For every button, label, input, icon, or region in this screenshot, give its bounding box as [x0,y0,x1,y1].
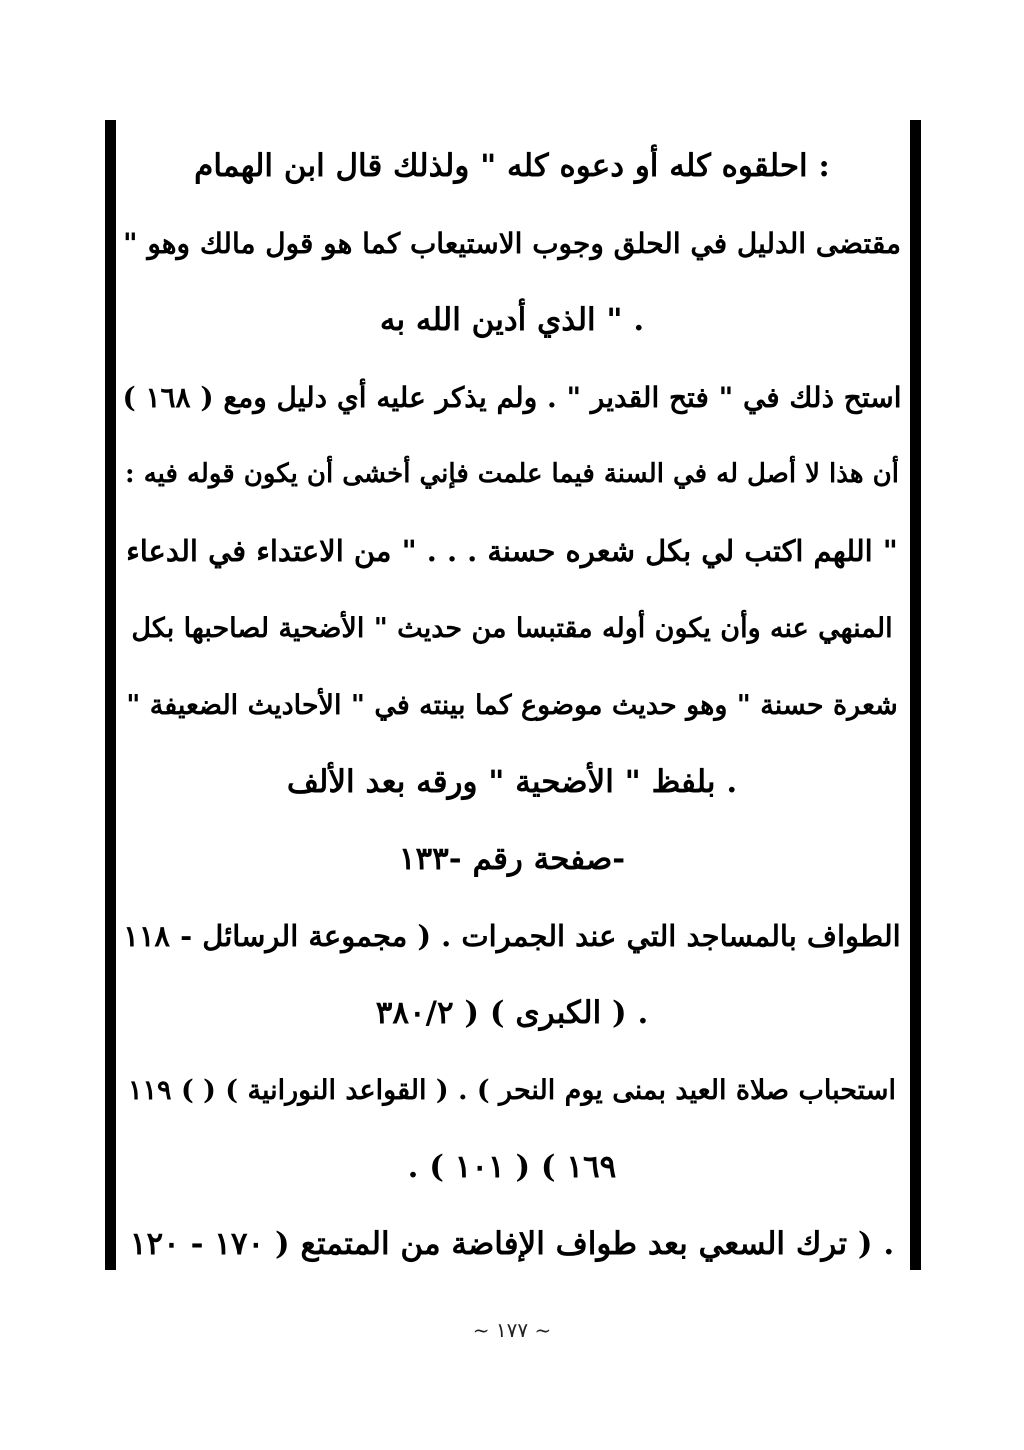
page-number-marker: -صفحة رقم -١٣٣ [398,841,626,877]
page-footer-number: ~ ١٧٧ ~ [472,1318,552,1342]
text-line-14: . ( ١٠١ ) ( ١٦٩ [407,1149,617,1185]
text-line-2: مقتضى الدليل في الحلق وجوب الاستيعاب كما هو قول مالك وهو " [122,227,901,260]
text-line-3: . " الذي أدين الله به [379,302,645,338]
page-body [122,128,902,1283]
text-line-13: استحباب صلاة العيد بمنى يوم النحر ) . ( القواعد النورانية ) ( ) ١١٩ [128,1075,896,1106]
page-frame-right-border [910,120,921,1270]
text-line-9: . بلفظ " الأضحية " ورقه بعد الألف [286,764,738,800]
text-line-6: " اللهم اكتب لي بكل شعره حسنة . . . " من الاعتداء في الدعاء [126,534,898,568]
text-line-15: . ( ترك السعي بعد طواف الإفاضة من المتمتع ( ١٧٠ - ١٢٠ [129,1226,895,1262]
text-line-12: . ( الكبرى ) ( ٣٨٠/٢ [375,995,649,1031]
page-frame-left-border [105,120,116,1270]
text-line-1: : احلقوه كله أو دعوه كله " ولذلك قال ابن الهمام [194,148,830,184]
text-line-7: المنهي عنه وأن يكون أوله مقتبسا من حديث " الأضحية لصاحبها بكل [131,613,893,644]
text-line-8: شعرة حسنة " وهو حديث موضوع كما بينته في " الأحاديث الضعيفة " [126,690,898,721]
text-line-11: الطواف بالمساجد التي عند الجمرات . ( مجموعة الرسائل - ١١٨ [123,919,901,953]
text-line-4: استح ذلك في " فتح القدير " . ولم يذكر عليه أي دليل ومع ( ١٦٨ ) [122,381,902,414]
text-line-5: أن هذا لا أصل له في السنة فيما علمت فإني أخشى أن يكون قوله فيه : [125,459,899,489]
